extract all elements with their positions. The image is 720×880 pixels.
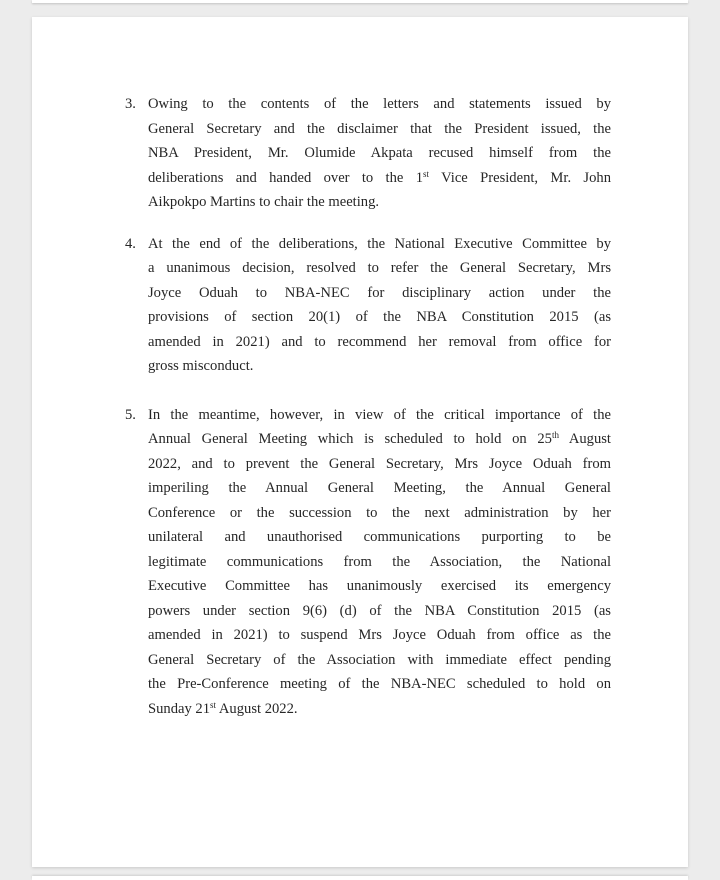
previous-page-edge — [32, 0, 688, 3]
paragraph-line: Joyce Oduah to NBA-NEC for disciplinary action under the — [148, 284, 611, 301]
paragraph-line: Owing to the contents of the letters and statements issued by — [148, 96, 611, 112]
paragraph-number: 3. — [125, 96, 136, 112]
next-page-edge — [32, 876, 688, 880]
ordinal-superscript: st — [423, 168, 430, 179]
numbered-paragraph — [125, 403, 611, 722]
paragraph-line: amended in 2021) to suspend Mrs Joyce Oduah from office as the — [148, 627, 611, 643]
paragraph-line: powers under section 9(6) (d) of the NBA Constitution 2015 (as — [148, 602, 611, 619]
paragraph-line: imperiling the Annual General Meeting, the Annual General — [148, 480, 611, 496]
line-text: Vice President, Mr. John — [429, 169, 611, 186]
paragraph-line: gross misconduct. — [148, 358, 254, 374]
paragraph-line: At the end of the deliberations, the National Executive Committee by — [148, 235, 611, 252]
line-text: Sunday 21 — [148, 700, 211, 717]
line-text: August 2022. — [216, 700, 298, 717]
paragraph-line — [148, 697, 611, 722]
paragraph-line: Aikpokpo Martins to chair the meeting. — [148, 194, 380, 210]
line-text: August — [558, 431, 611, 447]
paragraph-line: NBA President, Mr. Olumide Akpata recused himself from the — [148, 145, 611, 161]
paragraph-line: legitimate communications from the Association, the National — [148, 553, 611, 570]
paragraph-number: 4. — [125, 235, 136, 252]
ordinal-superscript: th — [551, 430, 559, 440]
numbered-paragraph — [125, 232, 611, 379]
paragraph-line: unilateral and unauthorised communications purporting to be — [148, 529, 611, 545]
ordinal-superscript: st — [210, 699, 217, 710]
paragraph-line — [148, 166, 611, 191]
paragraph-line: General Secretary of the Association with immediate effect pending — [148, 651, 611, 668]
paragraph-line: the Pre-Conference meeting of the NBA-NEC scheduled to hold on — [148, 676, 611, 692]
paragraph-number: 5. — [125, 406, 136, 423]
paragraph-line: General Secretary and the disclaimer that the President issued, the — [148, 120, 611, 137]
paragraph-line: Conference or the succession to the next administration by her — [148, 504, 611, 521]
paragraph-line — [148, 427, 611, 452]
paragraph-line: a unanimous decision, resolved to refer the General Secretary, Mrs — [148, 260, 611, 276]
paragraph-line: Executive Committee has unanimously exercised its emergency — [148, 578, 611, 594]
paragraph-line: provisions of section 20(1) of the NBA Constitution 2015 (as — [148, 309, 611, 325]
line-text: Annual General Meeting which is scheduled to hold on 25 — [148, 431, 552, 447]
page-content — [125, 92, 611, 721]
numbered-paragraph — [125, 92, 611, 215]
line-text: deliberations and handed over to the 1 — [148, 169, 424, 186]
document-page — [32, 17, 688, 867]
paragraph-line: amended in 2021) and to recommend her removal from office for — [148, 333, 611, 350]
paragraph-line: 2022, and to prevent the General Secretary, Mrs Joyce Oduah from — [148, 455, 611, 472]
paragraph-line: In the meantime, however, in view of the critical importance of the — [148, 406, 611, 423]
